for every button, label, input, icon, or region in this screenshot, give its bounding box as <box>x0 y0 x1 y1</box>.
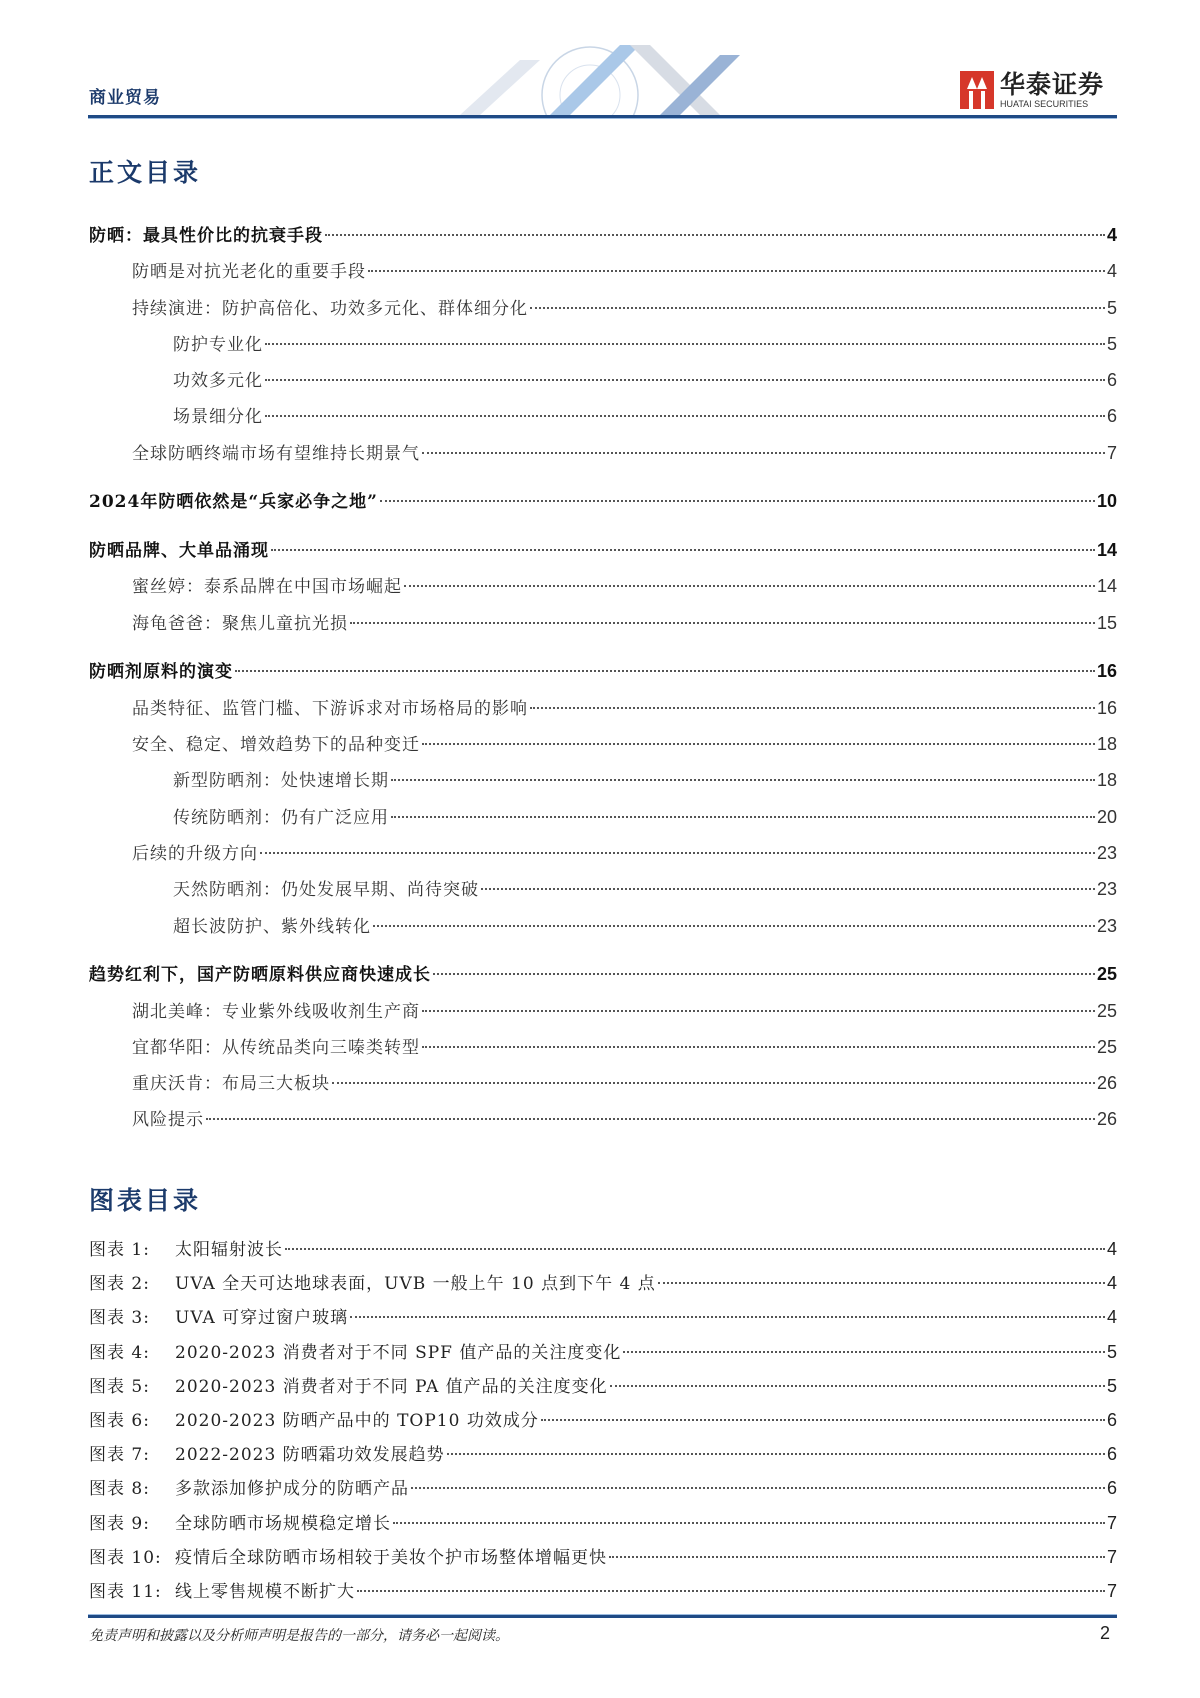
figure-entry-label: 2020-2023 消费者对于不同 PA 值产品的关注度变化 <box>175 1376 608 1397</box>
dot-leader <box>206 1118 1095 1120</box>
figure-entry-label: 太阳辐射波长 <box>175 1240 283 1260</box>
toc-entry-label: 重庆沃肯：布局三大板块 <box>132 1074 330 1095</box>
toc-entry-page: 6 <box>1106 370 1117 391</box>
header-divider <box>88 115 1117 119</box>
toc-entry-label: 安全、稳定、增效趋势下的品种变迁 <box>132 735 420 756</box>
dot-leader <box>447 1453 1105 1455</box>
dot-leader <box>433 973 1095 975</box>
figure-entry-page: 4 <box>1106 1307 1117 1328</box>
dot-leader <box>380 500 1095 502</box>
figure-entry-label: 线上零售规模不断扩大 <box>175 1581 355 1602</box>
toc-entry-label: 趋势红利下，国产防晒原料供应商快速成长 <box>89 965 431 986</box>
dot-leader <box>422 1046 1095 1048</box>
dot-leader <box>530 307 1105 309</box>
toc-entry[interactable] <box>89 222 1117 258</box>
figure-entry-page: 6 <box>1106 1409 1117 1430</box>
figure-entry-label: 全球防晒市场规模稳定增长 <box>175 1513 391 1534</box>
figure-entry-label: 疫情后全球防晒市场相较于美妆个护市场整体增幅更快 <box>175 1547 607 1568</box>
brand-logo-icon <box>960 71 994 109</box>
footer-divider <box>88 1614 1117 1618</box>
dot-leader <box>235 670 1095 672</box>
toc-entry-page: 23 <box>1096 915 1117 936</box>
dot-leader <box>541 1419 1105 1421</box>
figure-entry-label: UVA 全天可达地球表面，UVB 一般上午 10 点到下午 4 点 <box>175 1274 656 1295</box>
toc-entry-page: 14 <box>1096 540 1117 561</box>
toc-entry[interactable] <box>89 440 1117 476</box>
dot-leader <box>260 852 1095 854</box>
toc-entry-page: 26 <box>1096 1109 1117 1130</box>
dot-leader <box>265 379 1105 381</box>
toc-entry[interactable] <box>89 258 1117 294</box>
figure-entry-number: 图表 7: <box>89 1445 150 1466</box>
toc-entry-page: 23 <box>1096 842 1117 863</box>
toc-entry[interactable] <box>89 367 1117 403</box>
dot-leader <box>285 1248 1105 1250</box>
figure-entry-page: 7 <box>1106 1580 1117 1601</box>
dot-leader <box>325 234 1105 236</box>
toc-entry[interactable] <box>89 1106 1117 1142</box>
header-section-label: 商业贸易 <box>89 88 161 108</box>
toc-entry[interactable] <box>89 295 1117 331</box>
figure-entry-label: 2022-2023 防晒霜功效发展趋势 <box>175 1445 445 1466</box>
dot-leader <box>373 925 1095 927</box>
toc-entry-label: 2024年防晒依然是“兵家必争之地” <box>89 492 378 513</box>
toc-entry[interactable] <box>89 804 1117 840</box>
brand-name-en: HUATAI SECURITIES <box>1000 98 1089 109</box>
figure-entry[interactable] <box>89 1304 1117 1338</box>
figure-entry-page: 5 <box>1106 1375 1117 1396</box>
toc-entry-page: 4 <box>1106 261 1117 282</box>
toc-entry-page: 5 <box>1106 297 1117 318</box>
toc-entry[interactable] <box>89 331 1117 367</box>
toc-entry-page: 26 <box>1096 1073 1117 1094</box>
toc-entry-label: 场景细分化 <box>173 407 263 428</box>
toc-entry-label: 功效多元化 <box>173 371 263 392</box>
dot-leader <box>350 1316 1105 1318</box>
toc-entry-page: 10 <box>1096 491 1117 512</box>
figure-entry-number: 图表 3: <box>89 1308 150 1329</box>
toc-entry-label: 全球防晒终端市场有望维持长期景气 <box>132 443 420 464</box>
dot-leader <box>265 343 1105 345</box>
figure-entry-page: 5 <box>1106 1341 1117 1362</box>
toc-entry-page: 15 <box>1096 612 1117 633</box>
dot-leader <box>391 816 1095 818</box>
dot-leader <box>422 452 1105 454</box>
toc-entry[interactable] <box>89 1070 1117 1106</box>
figure-entry-label: 2020-2023 消费者对于不同 SPF 值产品的关注度变化 <box>175 1342 622 1363</box>
figure-entry-page: 4 <box>1106 1239 1117 1259</box>
toc-entry-label: 蜜丝婷：泰系品牌在中国市场崛起 <box>132 577 402 598</box>
figure-entry-number: 图表 2: <box>89 1274 150 1295</box>
figure-entry-number: 图表 8: <box>89 1479 150 1500</box>
toc-entry[interactable] <box>89 731 1117 767</box>
figure-entry-number: 图表 11: <box>89 1581 162 1602</box>
toc-entry-page: 18 <box>1096 770 1117 791</box>
toc-entry-page: 16 <box>1096 661 1117 682</box>
figure-entry[interactable] <box>89 1510 1117 1544</box>
toc-entry-label: 新型防晒剂：处快速增长期 <box>173 771 389 792</box>
toc-entry-page: 5 <box>1106 333 1117 354</box>
figure-entry-page: 4 <box>1106 1273 1117 1294</box>
toc-entry-label: 超长波防护、紫外线转化 <box>173 916 371 937</box>
toc-entry[interactable] <box>89 961 1117 997</box>
toc-entry-label: 防晒剂原料的演变 <box>89 662 233 683</box>
brand-name-cn: 华泰证券 <box>1000 69 1105 99</box>
figure-entry-number: 图表 10: <box>89 1547 162 1568</box>
toc-entry-label: 防晒品牌、大单品涌现 <box>89 541 269 562</box>
figure-entry-page: 7 <box>1106 1512 1117 1533</box>
toc-entry[interactable] <box>89 488 1117 524</box>
dot-leader <box>265 415 1105 417</box>
toc-entry-label: 风险提示 <box>132 1110 204 1131</box>
toc-entry[interactable] <box>89 1034 1117 1070</box>
toc-entry-page: 16 <box>1096 697 1117 718</box>
toc-entry[interactable] <box>89 913 1117 949</box>
figure-entry-number: 图表 9: <box>89 1513 150 1534</box>
toc-entry-label: 防晒是对抗光老化的重要手段 <box>132 262 366 283</box>
figure-entry-page: 6 <box>1106 1478 1117 1499</box>
figure-entry-page: 7 <box>1106 1546 1117 1567</box>
figure-entry-number: 图表 4: <box>89 1342 150 1363</box>
toc-entry-label: 品类特征、监管门槛、下游诉求对市场格局的影响 <box>132 698 528 719</box>
figure-entry-number: 图表 1: <box>89 1240 150 1260</box>
toc-entry-page: 20 <box>1096 806 1117 827</box>
figure-entry-label: 多款添加修护成分的防晒产品 <box>175 1479 409 1500</box>
toc-entry[interactable] <box>89 998 1117 1034</box>
toc-entry[interactable] <box>89 658 1117 694</box>
toc-entry-page: 6 <box>1106 406 1117 427</box>
toc-entry-page: 14 <box>1096 576 1117 597</box>
toc-entry-label: 宜都华阳：从传统品类向三嗪类转型 <box>132 1037 420 1058</box>
dot-leader <box>422 1010 1095 1012</box>
dot-leader <box>530 707 1095 709</box>
brand-logo <box>960 68 1104 112</box>
header-banner-graphic <box>460 40 790 115</box>
dot-leader <box>357 1590 1105 1592</box>
toc-entry[interactable] <box>89 573 1117 609</box>
toc-entry[interactable] <box>89 403 1117 439</box>
dot-leader <box>609 1556 1105 1558</box>
toc-entry-page: 25 <box>1096 1036 1117 1057</box>
dot-leader <box>368 270 1105 272</box>
toc-entry-label: 传统防晒剂：仍有广泛应用 <box>173 807 389 828</box>
figure-entry[interactable] <box>89 1578 1117 1612</box>
toc-entry-page: 18 <box>1096 734 1117 755</box>
toc-entry-page: 25 <box>1096 1000 1117 1021</box>
figure-entry-number: 图表 6: <box>89 1410 150 1431</box>
toc-entry[interactable] <box>89 876 1117 912</box>
dot-leader <box>271 549 1095 551</box>
figure-entry-page: 6 <box>1106 1444 1117 1465</box>
figure-entry[interactable] <box>89 1441 1117 1475</box>
footer-disclaimer: 免责声明和披露以及分析师声明是报告的一部分，请务必一起阅读。 <box>89 1628 509 1644</box>
figure-entry[interactable] <box>89 1407 1117 1441</box>
dot-leader <box>411 1487 1105 1489</box>
toc-entry[interactable] <box>89 767 1117 803</box>
toc-entry-label: 天然防晒剂：仍处发展早期、尚待突破 <box>173 880 479 901</box>
figure-entry[interactable] <box>89 1544 1117 1578</box>
toc-entry-page: 23 <box>1096 879 1117 900</box>
dot-leader <box>404 585 1095 587</box>
figure-entry[interactable] <box>89 1475 1117 1509</box>
toc-entry-label: 海龟爸爸：聚焦儿童抗光损 <box>132 613 348 634</box>
figure-entry[interactable] <box>89 1373 1117 1407</box>
dot-leader <box>332 1082 1095 1084</box>
dot-leader <box>658 1282 1105 1284</box>
figure-entry[interactable] <box>89 1339 1117 1373</box>
dot-leader <box>422 743 1095 745</box>
figure-entry-number: 图表 5: <box>89 1376 150 1397</box>
figure-list <box>89 1236 1117 1612</box>
dot-leader <box>391 779 1095 781</box>
toc-entry-page: 25 <box>1096 964 1117 985</box>
toc-entry[interactable] <box>89 537 1117 573</box>
page-number: 2 <box>1100 1623 1111 1643</box>
toc-entry-page: 4 <box>1106 225 1117 245</box>
toc-entry-page: 7 <box>1106 442 1117 463</box>
figure-entry-label: UVA 可穿过窗户玻璃 <box>175 1308 349 1329</box>
figure-entry[interactable] <box>89 1270 1117 1304</box>
dot-leader <box>610 1385 1105 1387</box>
toc-entry-label: 防护专业化 <box>173 334 263 355</box>
dot-leader <box>623 1351 1105 1353</box>
dot-leader <box>393 1522 1105 1524</box>
figure-entry[interactable] <box>89 1236 1117 1270</box>
toc-entry[interactable] <box>89 610 1117 646</box>
toc-entry-label: 后续的升级方向 <box>132 843 258 864</box>
toc-entry[interactable] <box>89 695 1117 731</box>
toc-entry-label: 持续演进：防护高倍化、功效多元化、群体细分化 <box>132 298 528 319</box>
toc-entry[interactable] <box>89 840 1117 876</box>
dot-leader <box>350 622 1095 624</box>
figure-list-title: 图表目录 <box>89 1186 202 1215</box>
figure-entry-label: 2020-2023 防晒产品中的 TOP10 功效成分 <box>175 1410 539 1431</box>
toc-entry-label: 防晒：最具性价比的抗衰手段 <box>89 226 323 246</box>
toc-title: 正文目录 <box>89 158 202 187</box>
toc-list <box>89 222 1117 1143</box>
dot-leader <box>481 888 1095 890</box>
toc-entry-label: 湖北美峰：专业紫外线吸收剂生产商 <box>132 1001 420 1022</box>
